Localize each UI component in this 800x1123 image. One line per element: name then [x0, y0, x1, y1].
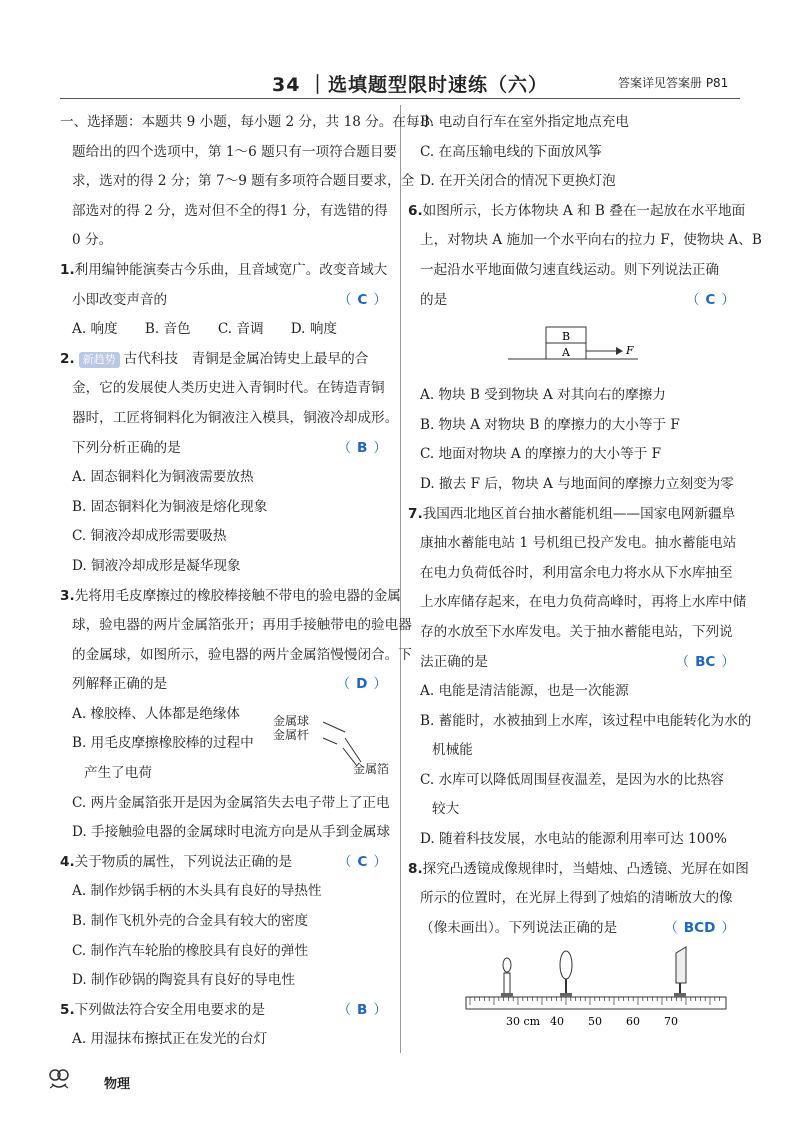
text-line: [60, 374, 395, 404]
right-column: [408, 108, 762, 1033]
text-line: [408, 588, 747, 618]
text-line: [60, 611, 412, 641]
answer-bracket: （ B ）: [337, 1001, 387, 1018]
line-text: A. 橡胶棒、人体都是绝缘体: [72, 705, 240, 722]
question-number: 3.: [60, 587, 75, 604]
bench-tick-label: 50: [588, 1015, 602, 1029]
line-text: D. 在开关闭合的情况下更换灯泡: [420, 173, 616, 190]
bench-ruler: [466, 997, 726, 1009]
blocks-figure: [408, 315, 743, 381]
blocks-diagram: [408, 315, 743, 381]
answer-choice: C: [357, 853, 368, 870]
text-line: [60, 286, 395, 316]
question-number: 5.: [60, 1001, 75, 1018]
line-text: 所示的位置时，在光屏上得到了烛焰的清晰放大的像: [420, 890, 733, 907]
line-text: D. 制作砂锅的陶瓷具有良好的导电性: [72, 972, 295, 989]
text-line: [60, 226, 395, 256]
text-line: [60, 256, 395, 286]
question-number: 7.: [408, 505, 423, 522]
line-text: 利用编钟能演奏古今乐曲，且音域宽广。改变音域大: [74, 261, 388, 278]
text-line: [60, 167, 415, 197]
text-line: [408, 795, 743, 825]
line-text: D. 手接触验电器的金属球时电流方向是从手到金属球: [72, 824, 391, 841]
text-line: [60, 345, 395, 375]
light-screen: [676, 947, 686, 983]
answer-bracket: （ B ）: [337, 439, 387, 456]
line-text: 下列分析正确的是: [72, 439, 181, 456]
text-line: [408, 286, 743, 316]
text-line: [408, 167, 743, 197]
text-line: [408, 381, 743, 411]
page-footer: [46, 1064, 346, 1094]
line-text: 下列做法符合安全用电要求的是: [74, 1001, 265, 1018]
text-line: [408, 677, 743, 707]
electroscope-label-ball: 金属球: [273, 714, 310, 728]
line-text: A. 物块 B 受到物块 A 对其向右的摩擦力: [420, 387, 666, 404]
page-header: [0, 70, 800, 96]
line-text: A. 用湿抹布擦拭正在发光的台灯: [72, 1031, 268, 1048]
question-number: 4.: [60, 853, 75, 870]
line-text: 探究凸透镜成像规律时，当蜡烛、凸透镜、光屏在如图: [422, 860, 749, 877]
line-text: 如图所示，长方体物块 A 和 B 叠在一起放在水平地面: [422, 202, 746, 219]
text-line: [408, 470, 743, 500]
answer-choice: C: [705, 291, 716, 308]
answer-bracket: （ BCD ）: [664, 919, 735, 936]
left-column: [60, 108, 434, 1055]
bench-tick-label: 60: [626, 1015, 640, 1029]
line-text: B. 制作飞机外壳的合金具有较大的密度: [72, 913, 309, 930]
text-line: [408, 256, 743, 286]
text-line: [408, 440, 743, 470]
answer-choice: C: [357, 291, 368, 308]
line-text: D. 铜液冷却成形是凝华现象: [72, 557, 241, 574]
line-text: 产生了电荷: [84, 765, 152, 782]
answer-choice: B: [357, 1001, 368, 1018]
answer-bracket: （ BC ）: [675, 653, 735, 670]
line-text: C. 制作汽车轮胎的橡胶具有良好的弹性: [72, 942, 309, 959]
line-text: A. 电能是清洁能源，也是一次能源: [420, 683, 629, 700]
text-line: [408, 226, 762, 256]
text-line: [60, 966, 395, 996]
candle-flame: [503, 958, 511, 972]
line-text: 存的水放至下水库发电。关于抽水蓄能电站，下列说: [420, 623, 733, 640]
text-line: [408, 559, 743, 589]
text-line: [60, 818, 395, 848]
line-text: A. 制作炒锅手柄的木头具有良好的导热性: [72, 883, 322, 900]
text-line: [60, 641, 412, 671]
candle: [504, 973, 510, 995]
line-text: 一起沿水平地面做匀速直线运动。则下列说法正确: [420, 261, 720, 278]
header-rule: [60, 98, 740, 99]
question-number: 1.: [60, 261, 75, 278]
bench-tick-label: 70: [664, 1015, 678, 1029]
line-text: 器时，工匠将铜料化为铜液注入模具，铜液冷却成形。: [72, 409, 399, 426]
text-line: [60, 108, 434, 138]
optical-bench-figure: [408, 943, 743, 1033]
text-line: [408, 500, 743, 530]
line-text: C. 两片金属箔张开是因为金属箔失去电子带上了正电: [72, 794, 390, 811]
text-line: [60, 315, 395, 345]
text-line: [60, 877, 395, 907]
line-text: D. 随着科技发展，水电站的能源利用率可达 100%: [420, 831, 727, 848]
screen-base: [674, 993, 686, 997]
column-divider: [400, 105, 401, 1053]
text-line: [60, 463, 395, 493]
line-text: 古代科技 青铜是金属冶铸史上最早的合: [123, 350, 369, 367]
line-text: 求，选对的得 2 分；第 7～9 题有多项符合题目要求，全: [72, 173, 415, 190]
text-line: [60, 552, 395, 582]
question-number: 6.: [408, 202, 423, 219]
line-text: B. 物块 A 对物块 B 的摩擦力的大小等于 F: [420, 416, 680, 433]
line-text: 上，对物块 A 施加一个水平向右的拉力 F，使物块 A、B: [420, 232, 762, 249]
text-line: [60, 907, 395, 937]
line-text: 法正确的是: [420, 653, 488, 670]
answer-choice: BC: [695, 653, 716, 670]
answer-choice: BCD: [683, 919, 716, 936]
line-text: 机械能: [432, 742, 473, 759]
answer-bracket: （ C ）: [337, 291, 387, 308]
line-text: 关于物质的属性，下列说法正确的是: [74, 853, 293, 870]
bench-tick-label: 40: [550, 1015, 564, 1029]
text-line: [408, 138, 743, 168]
answer-choice: B: [357, 439, 368, 456]
text-line: [408, 707, 752, 737]
optical-bench-diagram: [408, 943, 743, 1033]
blocks-label-b: B: [562, 330, 571, 344]
subject-label: 物理: [104, 1077, 131, 1092]
text-line: [408, 855, 749, 885]
line-text: 较大: [432, 801, 460, 818]
line-text: C. 在高压输电线的下面放风筝: [420, 143, 602, 160]
line-text: C. 地面对物块 A 的摩擦力的大小等于 F: [420, 446, 662, 463]
line-text: 一、选择题：本题共 9 小题，每小题 2 分，共 18 分。在每小: [60, 114, 434, 130]
text-line: [60, 848, 395, 878]
line-text: 部选对的得 2 分，选对但不全的得1 分，有选错的得: [72, 202, 388, 219]
electroscope-figure: [265, 708, 405, 798]
question-number: 8.: [408, 860, 423, 877]
text-line: [408, 108, 743, 138]
text-line: [408, 736, 743, 766]
text-line: [408, 411, 743, 441]
line-text: 小即改变声音的: [72, 291, 168, 308]
text-line: [408, 825, 743, 855]
line-text: A. 固态铜料化为铜液需要放热: [72, 469, 254, 486]
page-title: 34 ｜选填题型限时速练（六）: [272, 74, 549, 96]
line-text: 的金属球，如图所示，验电器的两片金属箔慢慢闭合。下: [72, 646, 412, 663]
line-text: 0 分。: [72, 232, 113, 249]
line-text: 球，验电器的两片金属箔张开；再用手接触带电的验电器: [72, 617, 412, 634]
answer-choice: D: [356, 676, 368, 693]
text-line: [60, 937, 395, 967]
line-text: B. 用毛皮摩擦橡胶棒的过程中: [72, 735, 254, 752]
mascot-logo-icon: [46, 1066, 72, 1092]
text-line: [408, 766, 743, 796]
text-line: [408, 618, 743, 648]
text-line: [60, 582, 401, 612]
line-text: 题给出的四个选项中，第 1～6 题只有一项符合题目要: [72, 143, 398, 160]
line-text: （像未画出）。下列说法正确的是: [420, 919, 618, 936]
text-line: [60, 522, 395, 552]
new-trend-badge: 新趋势: [79, 352, 120, 368]
convex-lens: [560, 951, 572, 979]
question-number: 2.: [60, 350, 75, 367]
bench-tick-label: 30 cm: [506, 1015, 541, 1029]
line-text: B. 电动自行车在室外指定地点充电: [420, 114, 629, 130]
text-line: [60, 1025, 395, 1055]
line-text: C. 铜液冷却成形需要吸热: [72, 528, 227, 545]
line-text: C. 水库可以降低周围昼夜温差，是因为水的比热容: [420, 771, 725, 788]
line-text: B. 固态铜料化为铜液是熔化现象: [72, 498, 268, 515]
text-line: [60, 493, 395, 523]
answer-bracket: （ C ）: [337, 853, 387, 870]
text-line: [408, 884, 743, 914]
answer-reference: 答案详见答案册 P81: [618, 76, 729, 90]
text-line: [60, 404, 399, 434]
text-line: [60, 434, 395, 464]
line-text: 金，它的发展使人类历史进入青铜时代。在铸造青铜: [72, 380, 385, 397]
lens-base: [560, 993, 572, 997]
line-text: 在电力负荷低谷时，利用富余电力将水从下水库抽至: [420, 564, 733, 581]
answer-bracket: （ C ）: [685, 291, 735, 308]
line-text: D. 撤去 F 后，物块 A 与地面间的摩擦力立刻变为零: [420, 475, 734, 492]
text-line: [408, 648, 743, 678]
blocks-label-f: F: [626, 344, 634, 358]
line-text: 康抽水蓄能电站 1 号机组已投产发电。抽水蓄能电站: [420, 535, 737, 552]
text-line: [408, 914, 743, 944]
line-text: 上水库储存起来，在电力负荷高峰时，再将上水库中储: [420, 594, 747, 611]
text-line: [408, 529, 743, 559]
candle-base: [501, 993, 513, 997]
line-text: 我国西北地区首台抽水蓄能机组——国家电网新疆阜: [422, 505, 736, 522]
line-text: B. 蓄能时，水被抽到上水库，该过程中电能转化为水的: [420, 712, 752, 729]
text-line: [60, 197, 395, 227]
electroscope-label-rod: 金属杆: [273, 728, 310, 742]
line-text: 的是: [420, 291, 448, 308]
arrow-head: [616, 347, 623, 355]
text-line: [408, 197, 746, 227]
text-line: [60, 138, 398, 168]
answer-bracket: （ D ）: [336, 676, 387, 693]
text-line: [60, 996, 395, 1026]
line-text: 先将用毛皮摩擦过的橡胶棒接触不带电的验电器的金属: [74, 587, 401, 604]
line-text: A. 响度 B. 音色 C. 音调 D. 响度: [72, 321, 338, 338]
blocks-label-a: A: [562, 346, 570, 360]
line-text: 列解释正确的是: [72, 676, 168, 693]
text-line: [60, 670, 395, 700]
electroscope-label-foil: 金属箔: [353, 762, 390, 776]
